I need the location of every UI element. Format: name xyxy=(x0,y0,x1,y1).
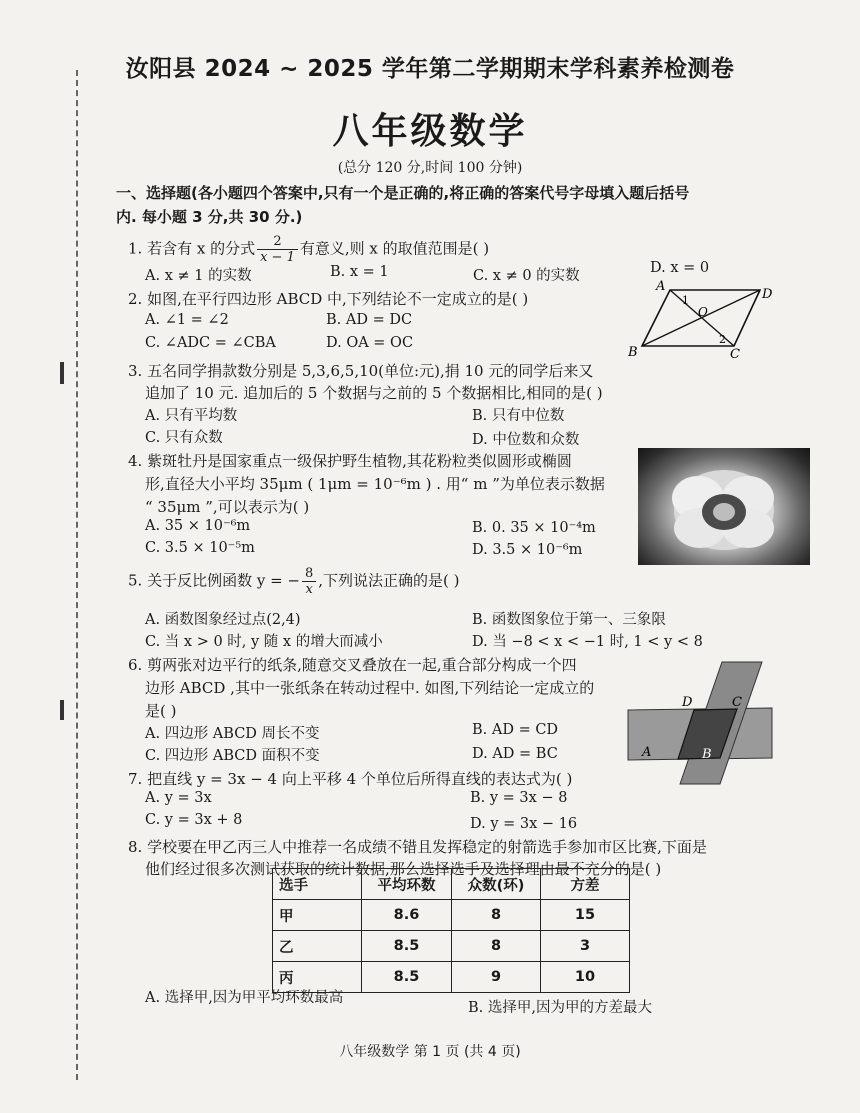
q4-option-a: A. 35 × 10⁻⁶m xyxy=(145,518,251,534)
section-heading-line2: 内. 每小题 3 分,共 30 分.) xyxy=(116,208,303,226)
question-8-line2: 他们经过很多次测试获取的统计数据,那么选择选手及选择理由最不充分的是( ) xyxy=(145,860,662,878)
q1-option-c: C. x ≠ 0 的实数 xyxy=(473,268,580,284)
table-header-cell: 众数(环) xyxy=(452,869,541,900)
q7-option-d: D. y = 3x − 16 xyxy=(470,816,578,832)
question-6-line1: 6. 剪两张对边平行的纸条,随意交叉叠放在一起,重合部分构成一个四 xyxy=(128,656,577,674)
page-footer: 八年级数学 第 1 页 (共 4 页) xyxy=(339,1044,521,1060)
question-6-line3: 是( ) xyxy=(145,702,177,720)
q5-option-c: C. 当 x > 0 时, y 随 x 的增大而减小 xyxy=(145,634,383,650)
q6-option-c: C. 四边形 ABCD 面积不变 xyxy=(145,748,320,764)
q1-option-d: D. x = 0 xyxy=(650,260,710,276)
q6-option-d: D. AD = BC xyxy=(472,746,558,762)
figure-label-A: A xyxy=(656,279,666,294)
q3-option-c: C. 只有众数 xyxy=(145,430,223,446)
question-8-line1: 8. 学校要在甲乙丙三人中推荐一名成绩不错且发挥稳定的射箭选手参加市区比赛,下面是 xyxy=(128,838,707,856)
table-cell: 甲 xyxy=(273,900,362,931)
q3-option-a: A. 只有平均数 xyxy=(145,408,238,424)
table-row xyxy=(273,931,630,962)
section-heading-line1: 一、选择题(各小题四个答案中,只有一个是正确的,将正确的答案代号字母填入题后括号 xyxy=(116,184,690,202)
q5-option-d: D. 当 −8 < x < −1 时, 1 < y < 8 xyxy=(472,634,703,650)
binding-mark xyxy=(60,700,64,720)
q2-option-b: B. AD = DC xyxy=(326,312,413,328)
figure-label-O: O xyxy=(698,305,708,319)
table-header-cell: 平均环数 xyxy=(362,869,452,900)
table-cell: 8.5 xyxy=(362,931,452,962)
table-cell: 15 xyxy=(541,900,630,931)
q6-option-b: B. AD = CD xyxy=(472,722,559,738)
fraction-numerator: 8 xyxy=(302,566,316,582)
table-cell: 乙 xyxy=(273,931,362,962)
question-6-line2: 边形 ABCD ,其中一张纸条在转动过程中. 如图,下列结论一定成立的 xyxy=(145,679,595,697)
fraction-denominator: x xyxy=(305,582,313,597)
question-3-line1: 3. 五名同学捐款数分别是 5,3,6,5,10(单位:元),捐 10 元的同学后来又 xyxy=(128,362,594,380)
q3-option-b: B. 只有中位数 xyxy=(472,408,565,424)
q8-option-b: B. 选择甲,因为甲的方差最大 xyxy=(468,1000,652,1016)
q2-option-c: C. ∠ADC = ∠CBA xyxy=(145,335,276,351)
parallelogram-figure xyxy=(628,276,778,362)
fraction-denominator: x − 1 xyxy=(260,250,295,265)
table-header-cell: 方差 xyxy=(541,869,630,900)
q7-option-a: A. y = 3x xyxy=(145,790,212,806)
q5-option-a: A. 函数图象经过点(2,4) xyxy=(145,612,301,628)
table-cell: 8 xyxy=(452,931,541,962)
q7-option-c: C. y = 3x + 8 xyxy=(145,812,243,828)
exam-title: 汝阳县 2024 ~ 2025 学年第二学期期末学科素养检测卷 xyxy=(125,56,735,82)
q1-option-b: B. x = 1 xyxy=(330,264,389,280)
figure-angle-2: 2 xyxy=(719,333,726,346)
peony-flower-image xyxy=(638,448,810,565)
q3-option-d: D. 中位数和众数 xyxy=(472,432,580,448)
table-header-cell: 选手 xyxy=(273,869,362,900)
shooting-stats-table xyxy=(272,868,630,993)
question-1-stem xyxy=(128,234,489,265)
question-1-fraction xyxy=(257,234,298,265)
figure-angle-1: 1 xyxy=(682,294,689,307)
q2-option-d: D. OA = OC xyxy=(326,335,414,351)
table-cell: 丙 xyxy=(273,962,362,993)
peony-photo xyxy=(638,448,810,565)
question-2-stem: 2. 如图,在平行四边形 ABCD 中,下列结论不一定成立的是( ) xyxy=(128,290,529,308)
question-4-line1: 4. 紫斑牡丹是国家重点一级保护野生植物,其花粉粒类似圆形或椭圆 xyxy=(128,452,572,470)
paper-strips-figure xyxy=(622,660,774,788)
q4-option-d: D. 3.5 × 10⁻⁶m xyxy=(472,542,583,558)
table-header-row xyxy=(273,869,630,900)
question-4-line3: “ 35μm ”,可以表示为( ) xyxy=(145,498,310,516)
binding-dashed-line xyxy=(76,70,78,1080)
q7-option-b: B. y = 3x − 8 xyxy=(470,790,568,806)
exam-subtitle: (总分 120 分,时间 100 分钟) xyxy=(337,160,523,176)
question-1-stem-post: 有意义,则 x 的取值范围是( ) xyxy=(299,239,490,258)
table-cell: 3 xyxy=(541,931,630,962)
table-row xyxy=(273,900,630,931)
question-5-stem-pre: 5. 关于反比例函数 y = − xyxy=(128,571,300,590)
question-5-stem-post: ,下列说法正确的是( ) xyxy=(318,571,460,590)
table-cell: 8 xyxy=(452,900,541,931)
fraction-numerator: 2 xyxy=(257,234,298,250)
q8-option-a: A. 选择甲,因为甲平均环数最高 xyxy=(145,990,344,1006)
question-1-stem-pre: 1. 若含有 x 的分式 xyxy=(128,239,256,258)
figure-label-D: D xyxy=(682,695,693,710)
question-7-stem: 7. 把直线 y = 3x − 4 向上平移 4 个单位后所得直线的表达式为( ) xyxy=(128,770,573,788)
figure-label-D: D xyxy=(762,287,773,302)
table-cell: 8.5 xyxy=(362,962,452,993)
figure-label-B: B xyxy=(628,345,638,360)
q1-option-a: A. x ≠ 1 的实数 xyxy=(145,268,252,284)
figure-label-C: C xyxy=(732,695,742,710)
q5-option-b: B. 函数图象位于第一、三象限 xyxy=(472,612,666,628)
figure-label-A: A xyxy=(642,745,652,760)
question-5-stem xyxy=(128,566,460,597)
table-cell: 8.6 xyxy=(362,900,452,931)
table-cell: 10 xyxy=(541,962,630,993)
table-cell: 9 xyxy=(452,962,541,993)
q2-option-a: A. ∠1 = ∠2 xyxy=(145,312,229,328)
q4-option-c: C. 3.5 × 10⁻⁵m xyxy=(145,540,255,556)
q4-option-b: B. 0. 35 × 10⁻⁴m xyxy=(472,520,596,536)
question-3-line2: 追加了 10 元. 追加后的 5 个数据与之前的 5 个数据相比,相同的是( ) xyxy=(145,384,603,402)
figure-label-B: B xyxy=(702,747,712,762)
question-4-line2: 形,直径大小平均 35μm ( 1μm = 10⁻⁶m ) . 用“ m ”为单位表示数据 xyxy=(145,475,605,493)
figure-label-C: C xyxy=(730,347,740,362)
question-5-fraction xyxy=(302,566,316,597)
binding-mark xyxy=(60,362,64,384)
page-title: 八年级数学 xyxy=(332,111,528,152)
q6-option-a: A. 四边形 ABCD 周长不变 xyxy=(145,726,320,742)
